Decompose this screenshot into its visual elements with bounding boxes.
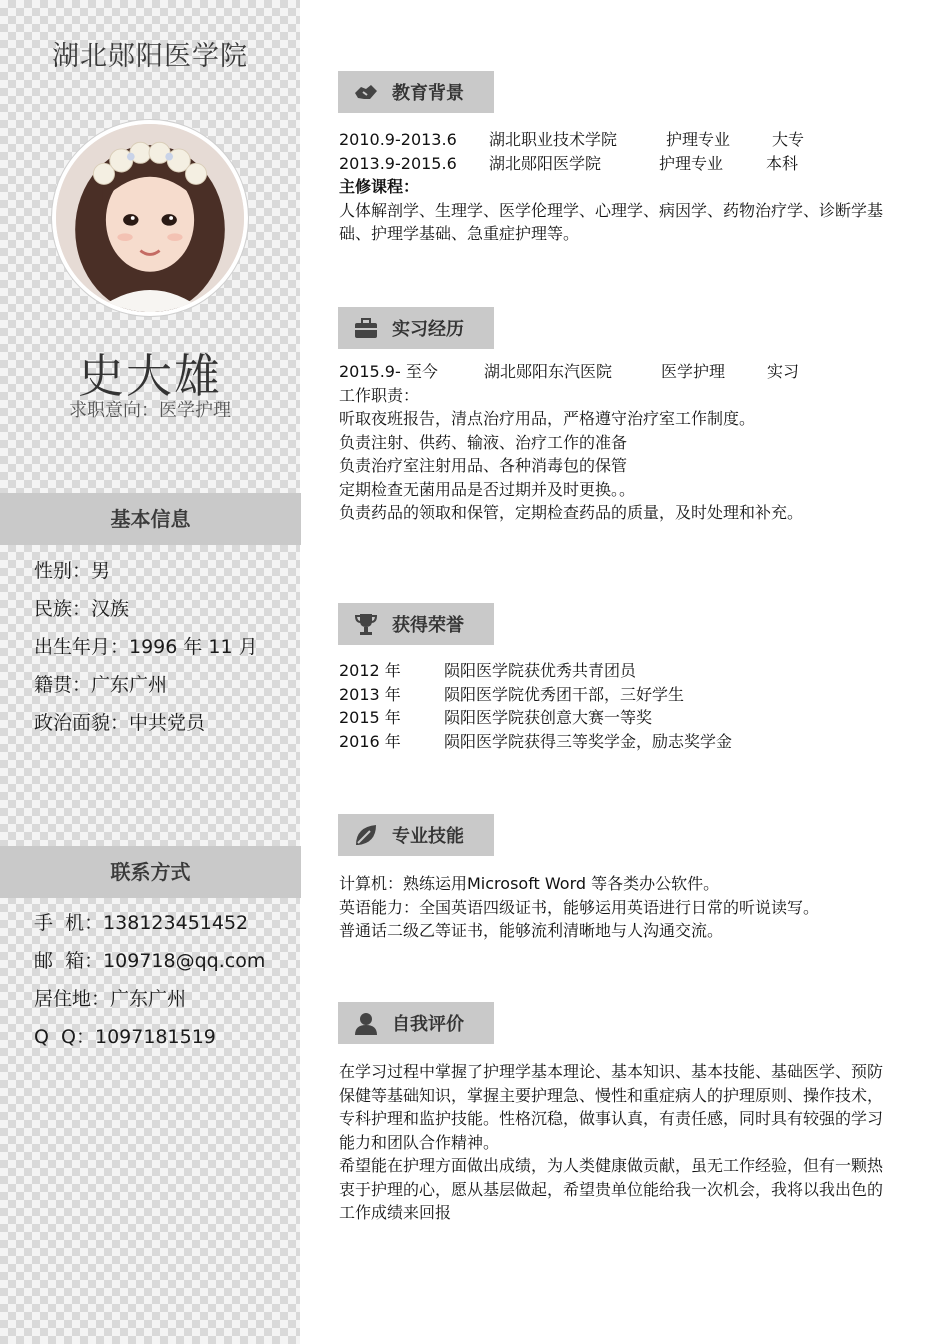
contact-header: 联系方式 (0, 846, 301, 898)
duty-item: 负责注射、供药、输液、治疗工作的准备 (339, 432, 628, 452)
education-row (339, 152, 899, 176)
honor-text: 陨阳医学院获创意大赛一等奖 (444, 708, 653, 727)
skills-title: 专业技能 (392, 826, 464, 847)
skills-header (338, 814, 494, 856)
job-intent: 求职意向：医学护理 (69, 400, 231, 421)
self-eval-header (338, 1002, 494, 1044)
honors-body (339, 659, 899, 753)
internship-title: 实习经历 (392, 319, 464, 340)
honor-row (339, 706, 899, 730)
handshake-icon (348, 77, 384, 107)
contact-email: 邮 箱：109718@qq.com (34, 950, 266, 972)
education-header (338, 71, 494, 113)
intern-place: 湖北郧阳东汽医院 (484, 362, 613, 381)
courses-text: 人体解剖学、生理学、医学伦理学、心理学、病因学、药物治疗学、诊断学基础、护理学基础、急重症护理等。 (339, 200, 884, 243)
duty-item: 听取夜班报告，清点治疗用品，严格遵守治疗室工作制度。 (339, 409, 756, 428)
honor-year: 2016 年 (339, 731, 401, 751)
education-title: 教育背景 (392, 83, 464, 104)
honor-row (339, 730, 899, 754)
internship-header (338, 307, 494, 349)
honor-row (339, 659, 899, 683)
edu-period: 2010.9-2013.6 (339, 130, 457, 149)
contact-phone: 手 机：138123451452 (34, 912, 249, 934)
person-icon (348, 1008, 384, 1038)
edu-school: 湖北郧阳医学院 (489, 153, 602, 173)
honor-year: 2015 年 (339, 708, 401, 727)
honor-year: 2013 年 (339, 684, 401, 704)
trophy-icon (348, 609, 384, 639)
contact-qq: Q Q：1097181519 (34, 1026, 216, 1048)
self-eval-paragraph: 在学习过程中掌握了护理学基本理论、基本知识、基本技能、基础医学、预防保健等基础知识，掌握主要护理急、慢性和重症病人的护理原则、操作技术，专科护理和监护技能。性格沉稳，做事认真，有责任感，同时具有较强的学习能力和团队合作精神。 (339, 1062, 884, 1152)
info-hometown: 籍贯：广东广州 (34, 674, 168, 696)
courses-label: 主修课程： (339, 177, 420, 196)
internship-body (339, 360, 899, 525)
sidebar (0, 0, 300, 1344)
education-body (339, 128, 899, 246)
school-name: 湖北郧阳医学院 (52, 41, 248, 72)
intern-field: 医学护理 (661, 362, 726, 381)
basic-info-header: 基本信息 (0, 493, 301, 545)
duty-item: 负责治疗室注射用品、各种消毒包的保管 (339, 456, 628, 475)
honors-header (338, 603, 494, 645)
education-row (339, 128, 899, 152)
self-eval-body (339, 1060, 887, 1225)
info-birth: 出生年月：1996 年 11 月 (34, 636, 258, 658)
honor-text: 陨阳医学院优秀团干部，三好学生 (444, 684, 685, 704)
edu-degree: 本科 (766, 153, 799, 173)
duty-item: 定期检查无菌用品是否过期并及时更换。。 (339, 479, 636, 499)
duties-label: 工作职责： (339, 385, 420, 405)
skill-item: 计算机：熟练运用Microsoft Word 等各类办公软件。 (339, 874, 720, 893)
self-eval-paragraph: 希望能在护理方面做出成绩，为人类健康做贡献，虽无工作经验，但有一颗热衷于护理的心，愿从基层做起，希望贵单位能给我一次机会，我将以我出色的工作成绩来回报 (339, 1156, 884, 1222)
honor-row (339, 683, 899, 707)
skill-item: 英语能力：全国英语四级证书，能够运用英语进行日常的听说读写。 (339, 897, 820, 917)
edu-major: 护理专业 (659, 153, 724, 173)
skills-body (339, 872, 899, 943)
person-name: 史大雄 (78, 349, 222, 403)
contact-list (34, 904, 265, 1056)
briefcase-icon (348, 313, 384, 343)
intern-period: 2015.9- 至今 (339, 362, 438, 381)
intern-role: 实习 (767, 362, 800, 381)
leaf-icon (348, 820, 384, 850)
internship-row (339, 360, 899, 384)
avatar (52, 120, 248, 316)
self-eval-title: 自我评价 (392, 1014, 464, 1035)
honor-text: 陨阳医学院获得三等奖学金，励志奖学金 (444, 731, 733, 751)
portrait-photo (56, 124, 244, 312)
info-ethnicity: 民族：汉族 (34, 598, 130, 620)
info-gender: 性别：男 (34, 560, 111, 582)
edu-school: 湖北职业技术学院 (489, 130, 618, 149)
honor-text: 陨阳医学院获优秀共青团员 (444, 661, 637, 680)
edu-major: 护理专业 (666, 130, 731, 149)
contact-address: 居住地：广东广州 (34, 988, 187, 1010)
honors-title: 获得荣誉 (392, 615, 464, 636)
basic-info-list (34, 552, 258, 742)
info-political: 政治面貌：中共党员 (34, 712, 206, 734)
edu-degree: 大专 (772, 130, 805, 149)
skill-item: 普通话二级乙等证书，能够流利清晰地与人沟通交流。 (339, 921, 724, 940)
duty-item: 负责药品的领取和保管，定期检查药品的质量，及时处理和补充。 (339, 503, 804, 522)
honor-year: 2012 年 (339, 661, 401, 680)
edu-period: 2013.9-2015.6 (339, 153, 457, 173)
